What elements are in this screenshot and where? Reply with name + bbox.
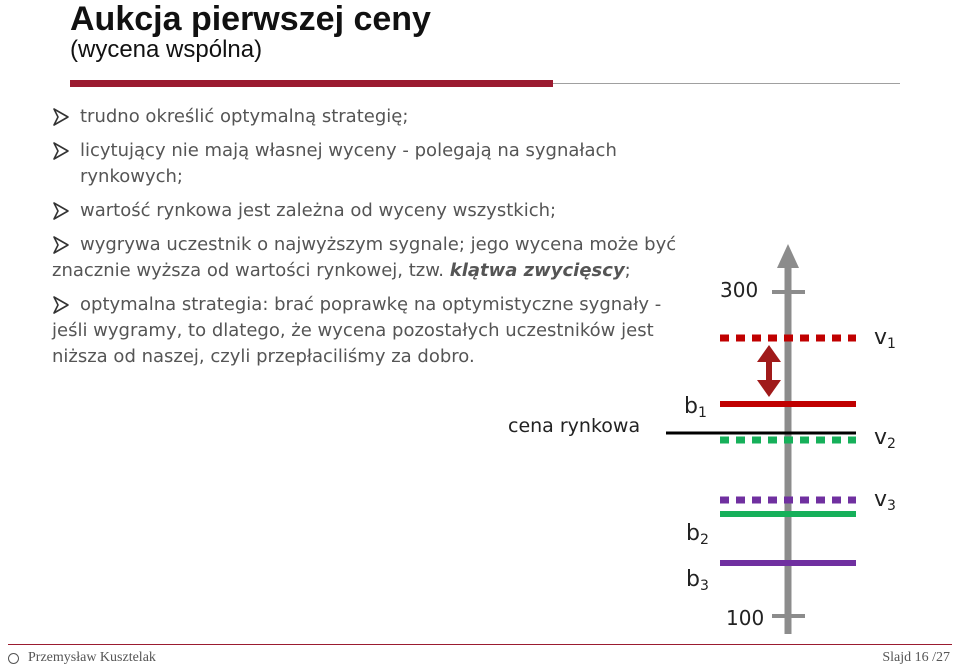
bullet-item	[52, 292, 692, 370]
overpayment-double-arrow-icon	[757, 345, 781, 397]
bullet-item	[52, 104, 702, 130]
slide-footer	[0, 640, 960, 668]
arrowhead-bullet-icon	[52, 201, 70, 221]
bullet-text: wartość rynkowa jest zależna od wyceny wszystkich;	[80, 200, 557, 221]
label-b1: $b_1$	[684, 394, 707, 421]
slide-subtitle: (wycena wspólna)	[70, 36, 263, 63]
title-underline-accent	[70, 80, 553, 87]
bullet-list	[52, 104, 702, 378]
bullet-item	[52, 232, 692, 284]
axis-label-100: 100	[726, 606, 765, 630]
footer-author: Przemysław Kusztelak	[28, 650, 156, 665]
title-underline-rule	[553, 83, 900, 84]
arrowhead-bullet-icon	[52, 107, 70, 127]
market-price-label: cena rynkowa	[508, 415, 641, 437]
arrowhead-bullet-icon	[52, 295, 70, 315]
bullet-text-end: ;	[624, 260, 631, 281]
bullet-item	[52, 138, 702, 190]
value-axis-arrowhead	[777, 244, 799, 268]
arrowhead-bullet-icon	[52, 141, 70, 161]
slide-title: Aukcja pierwszej ceny	[70, 0, 431, 38]
label-v3: $v_3$	[874, 487, 896, 514]
label-v1: $v_1$	[874, 325, 896, 352]
bullet-text: wygrywa uczestnik o najwyższym sygnale; jego wycena może być znacznie wyższa od wartości rynkowej, tzw.	[52, 234, 677, 281]
bullet-text: licytujący nie mają własnej wyceny - polegają na sygnałach rynkowych;	[80, 140, 617, 187]
label-b2: $b_2$	[686, 521, 709, 548]
bullet-text: optymalna strategia: brać poprawkę na optymistyczne sygnały - jeśli wygramy, to dlatego, że wycena pozostałych uczestników jest niższa od naszej, czyli przepłaciliśmy za dobro.	[52, 294, 662, 367]
label-b3: $b_3$	[686, 567, 709, 594]
winners-curse-term: klątwa zwycięscy	[449, 260, 625, 281]
slide-number: Slajd 16 /27	[882, 650, 950, 665]
arrowhead-bullet-icon	[52, 235, 70, 255]
label-v2: $v_2$	[874, 425, 896, 452]
axis-label-300: 300	[720, 278, 759, 302]
bullet-item	[52, 198, 702, 224]
circle-icon	[8, 653, 19, 664]
bullet-text: trudno określić optymalną strategię;	[80, 106, 409, 127]
footer-rule	[8, 644, 952, 645]
